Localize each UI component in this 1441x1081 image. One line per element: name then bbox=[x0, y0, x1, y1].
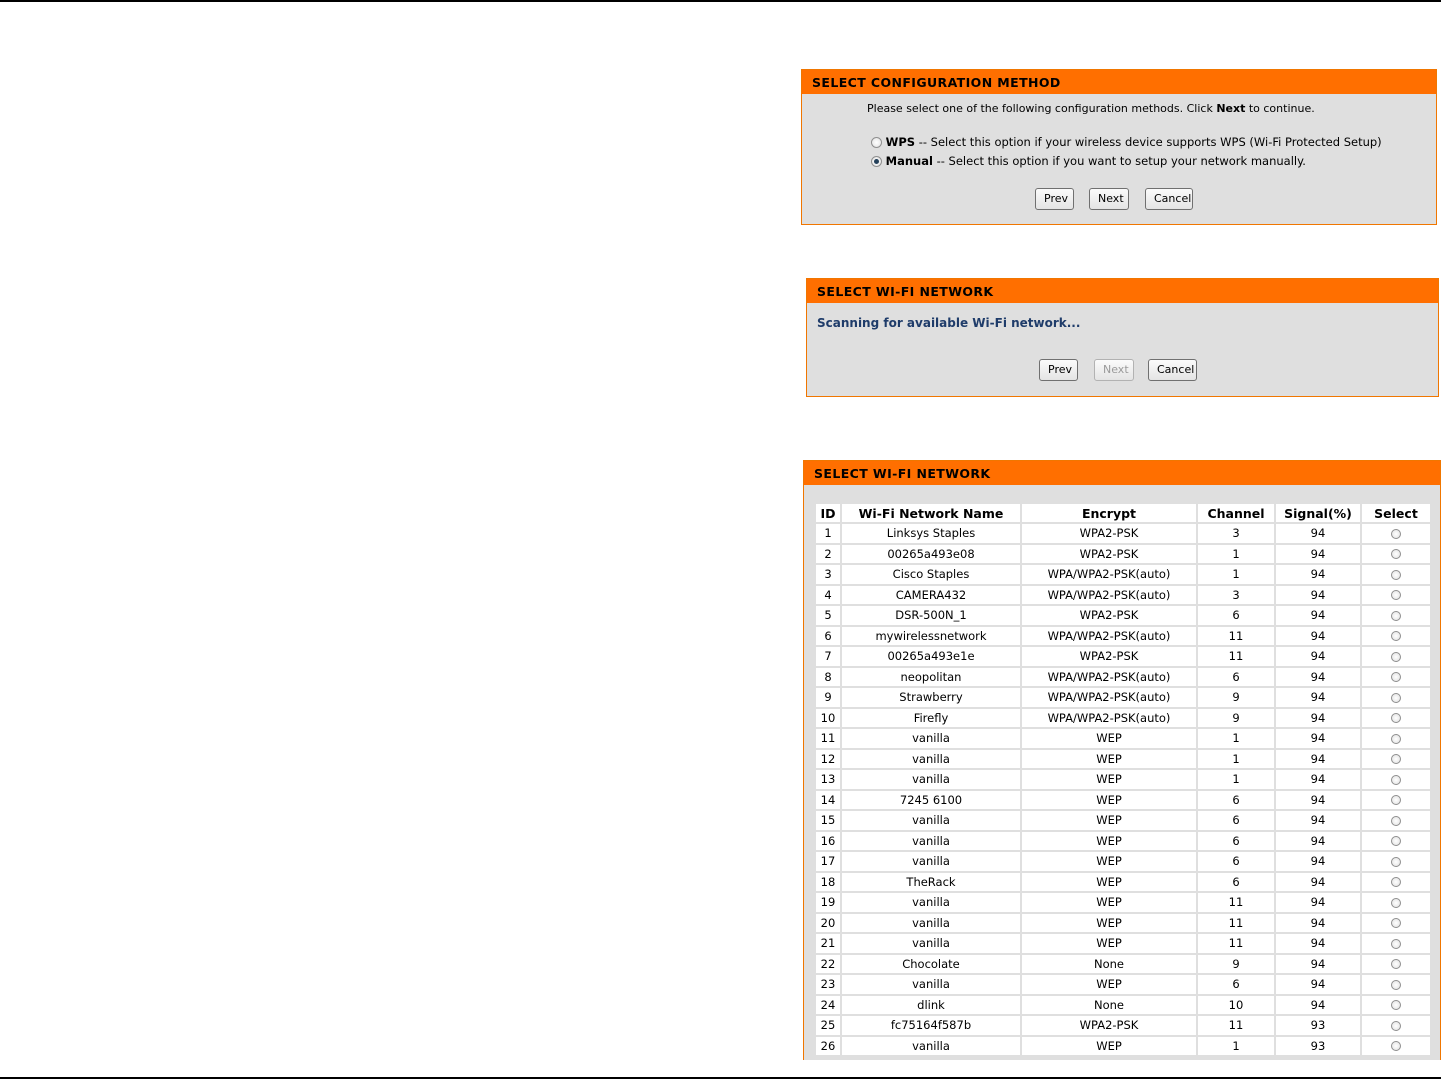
cell-network-name: TheRack bbox=[842, 873, 1020, 892]
cell-network-name: Linksys Staples bbox=[842, 524, 1020, 543]
config-method-panel bbox=[801, 69, 1437, 225]
cell-channel: 11 bbox=[1198, 1016, 1274, 1035]
select-network-radio[interactable] bbox=[1391, 857, 1401, 867]
cell-id: 23 bbox=[816, 975, 840, 994]
col-channel-header: Channel bbox=[1198, 504, 1274, 522]
cell-id: 6 bbox=[816, 627, 840, 646]
cell-id: 14 bbox=[816, 791, 840, 810]
select-network-radio[interactable] bbox=[1391, 836, 1401, 846]
cell-network-name: vanilla bbox=[842, 975, 1020, 994]
cell-channel: 6 bbox=[1198, 873, 1274, 892]
cell-network-name: CAMERA432 bbox=[842, 586, 1020, 605]
panel-title: SELECT WI-FI NETWORK bbox=[804, 461, 1440, 485]
cell-id: 18 bbox=[816, 873, 840, 892]
cell-id: 15 bbox=[816, 811, 840, 830]
table-row[interactable] bbox=[816, 524, 1430, 543]
cell-encrypt: None bbox=[1022, 996, 1196, 1015]
cell-id: 25 bbox=[816, 1016, 840, 1035]
cell-id: 8 bbox=[816, 668, 840, 687]
cell-select bbox=[1362, 975, 1430, 994]
select-network-radio[interactable] bbox=[1391, 980, 1401, 990]
cell-signal: 94 bbox=[1276, 975, 1360, 994]
cell-channel: 6 bbox=[1198, 668, 1274, 687]
table-row[interactable] bbox=[816, 750, 1430, 769]
cell-signal: 94 bbox=[1276, 688, 1360, 707]
cell-network-name: vanilla bbox=[842, 770, 1020, 789]
cell-encrypt: WEP bbox=[1022, 791, 1196, 810]
cell-select bbox=[1362, 545, 1430, 564]
cell-select bbox=[1362, 709, 1430, 728]
cell-channel: 1 bbox=[1198, 565, 1274, 584]
cell-channel: 9 bbox=[1198, 955, 1274, 974]
select-network-radio[interactable] bbox=[1391, 775, 1401, 785]
cell-encrypt: WPA2-PSK bbox=[1022, 545, 1196, 564]
cell-signal: 94 bbox=[1276, 545, 1360, 564]
cell-encrypt: WEP bbox=[1022, 750, 1196, 769]
prev-button[interactable]: Prev bbox=[1039, 359, 1078, 381]
table-row[interactable] bbox=[816, 934, 1430, 953]
cell-network-name: mywirelessnetwork bbox=[842, 627, 1020, 646]
cell-channel: 6 bbox=[1198, 852, 1274, 871]
cell-select bbox=[1362, 955, 1430, 974]
cell-encrypt: WEP bbox=[1022, 811, 1196, 830]
cell-id: 17 bbox=[816, 852, 840, 871]
cell-channel: 9 bbox=[1198, 688, 1274, 707]
cell-signal: 94 bbox=[1276, 668, 1360, 687]
cell-network-name: vanilla bbox=[842, 811, 1020, 830]
cell-encrypt: WPA/WPA2-PSK(auto) bbox=[1022, 668, 1196, 687]
cell-network-name: vanilla bbox=[842, 934, 1020, 953]
cell-channel: 6 bbox=[1198, 832, 1274, 851]
table-row[interactable] bbox=[816, 709, 1430, 728]
cell-signal: 94 bbox=[1276, 770, 1360, 789]
table-row[interactable] bbox=[816, 955, 1430, 974]
select-network-radio[interactable] bbox=[1391, 918, 1401, 928]
cell-id: 13 bbox=[816, 770, 840, 789]
cell-channel: 1 bbox=[1198, 770, 1274, 789]
cell-encrypt: WPA/WPA2-PSK(auto) bbox=[1022, 688, 1196, 707]
cell-id: 1 bbox=[816, 524, 840, 543]
cell-network-name: vanilla bbox=[842, 893, 1020, 912]
cell-encrypt: WEP bbox=[1022, 873, 1196, 892]
network-list-panel bbox=[803, 460, 1441, 1060]
cell-id: 24 bbox=[816, 996, 840, 1015]
cell-id: 19 bbox=[816, 893, 840, 912]
cell-signal: 94 bbox=[1276, 586, 1360, 605]
cell-select bbox=[1362, 750, 1430, 769]
cell-network-name: vanilla bbox=[842, 914, 1020, 933]
table-row[interactable] bbox=[816, 688, 1430, 707]
table-row[interactable] bbox=[816, 996, 1430, 1015]
cell-encrypt: WPA/WPA2-PSK(auto) bbox=[1022, 565, 1196, 584]
cell-signal: 94 bbox=[1276, 627, 1360, 646]
cell-encrypt: WPA2-PSK bbox=[1022, 606, 1196, 625]
table-row[interactable] bbox=[816, 545, 1430, 564]
wps-radio[interactable] bbox=[871, 137, 882, 148]
cell-select bbox=[1362, 914, 1430, 933]
cell-signal: 94 bbox=[1276, 791, 1360, 810]
prev-button[interactable]: Prev bbox=[1035, 188, 1074, 210]
cell-encrypt: WEP bbox=[1022, 852, 1196, 871]
cell-channel: 1 bbox=[1198, 545, 1274, 564]
cell-id: 26 bbox=[816, 1037, 840, 1056]
cell-signal: 94 bbox=[1276, 606, 1360, 625]
cell-id: 20 bbox=[816, 914, 840, 933]
select-network-radio[interactable] bbox=[1391, 754, 1401, 764]
select-network-radio[interactable] bbox=[1391, 611, 1401, 621]
cell-network-name: 00265a493e08 bbox=[842, 545, 1020, 564]
cell-channel: 6 bbox=[1198, 811, 1274, 830]
table-row[interactable] bbox=[816, 791, 1430, 810]
cell-encrypt: WEP bbox=[1022, 1037, 1196, 1056]
cell-signal: 94 bbox=[1276, 811, 1360, 830]
cell-signal: 94 bbox=[1276, 832, 1360, 851]
cell-channel: 11 bbox=[1198, 934, 1274, 953]
cell-encrypt: None bbox=[1022, 955, 1196, 974]
cell-channel: 6 bbox=[1198, 606, 1274, 625]
cell-signal: 94 bbox=[1276, 565, 1360, 584]
cell-signal: 94 bbox=[1276, 873, 1360, 892]
next-button[interactable]: Next bbox=[1089, 188, 1129, 210]
cell-network-name: neopolitan bbox=[842, 668, 1020, 687]
cell-id: 11 bbox=[816, 729, 840, 748]
cell-select bbox=[1362, 586, 1430, 605]
cancel-button[interactable]: Cancel bbox=[1145, 188, 1193, 210]
select-network-radio[interactable] bbox=[1391, 939, 1401, 949]
select-network-radio[interactable] bbox=[1391, 1000, 1401, 1010]
select-network-radio[interactable] bbox=[1391, 631, 1401, 641]
table-row[interactable] bbox=[816, 832, 1430, 851]
select-network-radio[interactable] bbox=[1391, 652, 1401, 662]
cell-select bbox=[1362, 1037, 1430, 1056]
cell-channel: 11 bbox=[1198, 893, 1274, 912]
cell-select bbox=[1362, 668, 1430, 687]
option-wps[interactable]: WPS -- Select this option if your wireless device supports WPS (Wi-Fi Protected Setup) bbox=[871, 135, 1382, 149]
table-row[interactable] bbox=[816, 975, 1430, 994]
cell-network-name: vanilla bbox=[842, 729, 1020, 748]
table-row[interactable] bbox=[816, 1037, 1430, 1056]
cell-select bbox=[1362, 770, 1430, 789]
cell-id: 2 bbox=[816, 545, 840, 564]
network-table bbox=[814, 502, 1432, 1057]
cell-select bbox=[1362, 996, 1430, 1015]
cell-encrypt: WPA2-PSK bbox=[1022, 647, 1196, 666]
cell-select bbox=[1362, 852, 1430, 871]
bottom-rule bbox=[0, 1077, 1441, 1079]
cell-channel: 10 bbox=[1198, 996, 1274, 1015]
select-network-radio[interactable] bbox=[1391, 549, 1401, 559]
select-network-radio[interactable] bbox=[1391, 693, 1401, 703]
table-row[interactable] bbox=[816, 852, 1430, 871]
cell-id: 10 bbox=[816, 709, 840, 728]
cell-network-name: 7245 6100 bbox=[842, 791, 1020, 810]
cell-select bbox=[1362, 893, 1430, 912]
cell-network-name: Cisco Staples bbox=[842, 565, 1020, 584]
cell-select bbox=[1362, 688, 1430, 707]
cell-signal: 93 bbox=[1276, 1037, 1360, 1056]
select-network-radio[interactable] bbox=[1391, 1041, 1401, 1051]
cell-encrypt: WEP bbox=[1022, 934, 1196, 953]
cell-signal: 94 bbox=[1276, 750, 1360, 769]
table-row[interactable] bbox=[816, 606, 1430, 625]
cell-select bbox=[1362, 627, 1430, 646]
cancel-button[interactable]: Cancel bbox=[1148, 359, 1197, 381]
cell-select bbox=[1362, 934, 1430, 953]
select-network-radio[interactable] bbox=[1391, 734, 1401, 744]
cell-encrypt: WPA/WPA2-PSK(auto) bbox=[1022, 627, 1196, 646]
cell-channel: 11 bbox=[1198, 914, 1274, 933]
cell-network-name: vanilla bbox=[842, 832, 1020, 851]
panel-title: SELECT CONFIGURATION METHOD bbox=[802, 70, 1436, 94]
scan-status: Scanning for available Wi-Fi network... bbox=[817, 316, 1081, 330]
cell-id: 9 bbox=[816, 688, 840, 707]
cell-signal: 94 bbox=[1276, 893, 1360, 912]
col-select-header: Select bbox=[1362, 504, 1430, 522]
cell-encrypt: WEP bbox=[1022, 893, 1196, 912]
cell-encrypt: WEP bbox=[1022, 729, 1196, 748]
cell-select bbox=[1362, 811, 1430, 830]
cell-signal: 94 bbox=[1276, 709, 1360, 728]
cell-channel: 11 bbox=[1198, 627, 1274, 646]
network-table-body bbox=[816, 524, 1430, 1055]
cell-id: 12 bbox=[816, 750, 840, 769]
cell-channel: 1 bbox=[1198, 750, 1274, 769]
cell-channel: 9 bbox=[1198, 709, 1274, 728]
table-header-row bbox=[816, 504, 1430, 522]
cell-id: 7 bbox=[816, 647, 840, 666]
cell-encrypt: WPA2-PSK bbox=[1022, 1016, 1196, 1035]
table-row[interactable] bbox=[816, 627, 1430, 646]
cell-signal: 93 bbox=[1276, 1016, 1360, 1035]
cell-id: 22 bbox=[816, 955, 840, 974]
col-signal-header: Signal(%) bbox=[1276, 504, 1360, 522]
cell-select bbox=[1362, 524, 1430, 543]
table-row[interactable] bbox=[816, 668, 1430, 687]
cell-network-name: vanilla bbox=[842, 852, 1020, 871]
table-row[interactable] bbox=[816, 811, 1430, 830]
select-network-radio[interactable] bbox=[1391, 816, 1401, 826]
panel-title: SELECT WI-FI NETWORK bbox=[807, 279, 1438, 303]
cell-channel: 11 bbox=[1198, 647, 1274, 666]
select-network-radio[interactable] bbox=[1391, 795, 1401, 805]
select-network-radio[interactable] bbox=[1391, 672, 1401, 682]
cell-channel: 6 bbox=[1198, 791, 1274, 810]
top-rule bbox=[0, 0, 1441, 2]
select-network-radio[interactable] bbox=[1391, 959, 1401, 969]
table-row[interactable] bbox=[816, 770, 1430, 789]
cell-signal: 94 bbox=[1276, 647, 1360, 666]
scan-panel bbox=[806, 278, 1439, 397]
cell-select bbox=[1362, 606, 1430, 625]
cell-signal: 94 bbox=[1276, 729, 1360, 748]
cell-select bbox=[1362, 1016, 1430, 1035]
table-row[interactable] bbox=[816, 873, 1430, 892]
select-network-radio[interactable] bbox=[1391, 877, 1401, 887]
cell-select bbox=[1362, 647, 1430, 666]
table-row[interactable] bbox=[816, 565, 1430, 584]
cell-signal: 94 bbox=[1276, 955, 1360, 974]
cell-network-name: Chocolate bbox=[842, 955, 1020, 974]
select-network-radio[interactable] bbox=[1391, 898, 1401, 908]
option-manual[interactable]: Manual -- Select this option if you want to setup your network manually. bbox=[871, 154, 1306, 168]
cell-channel: 3 bbox=[1198, 586, 1274, 605]
cell-id: 21 bbox=[816, 934, 840, 953]
cell-encrypt: WPA/WPA2-PSK(auto) bbox=[1022, 586, 1196, 605]
table-row[interactable] bbox=[816, 893, 1430, 912]
cell-channel: 3 bbox=[1198, 524, 1274, 543]
cell-id: 16 bbox=[816, 832, 840, 851]
cell-encrypt: WEP bbox=[1022, 770, 1196, 789]
col-id-header: ID bbox=[816, 504, 840, 522]
intro-text: Please select one of the following configuration methods. Click Next to continue. bbox=[867, 102, 1315, 115]
cell-network-name: fc75164f587b bbox=[842, 1016, 1020, 1035]
cell-encrypt: WEP bbox=[1022, 832, 1196, 851]
cell-encrypt: WEP bbox=[1022, 975, 1196, 994]
network-table-container bbox=[814, 502, 1432, 1057]
col-name-header: Wi-Fi Network Name bbox=[842, 504, 1020, 522]
table-row[interactable] bbox=[816, 586, 1430, 605]
cell-signal: 94 bbox=[1276, 524, 1360, 543]
select-network-radio[interactable] bbox=[1391, 1021, 1401, 1031]
cell-channel: 6 bbox=[1198, 975, 1274, 994]
cell-network-name: 00265a493e1e bbox=[842, 647, 1020, 666]
cell-network-name: dlink bbox=[842, 996, 1020, 1015]
next-button: Next bbox=[1094, 359, 1134, 381]
cell-signal: 94 bbox=[1276, 996, 1360, 1015]
cell-encrypt: WPA/WPA2-PSK(auto) bbox=[1022, 709, 1196, 728]
cell-network-name: vanilla bbox=[842, 1037, 1020, 1056]
cell-encrypt: WEP bbox=[1022, 914, 1196, 933]
cell-network-name: Strawberry bbox=[842, 688, 1020, 707]
cell-encrypt: WPA2-PSK bbox=[1022, 524, 1196, 543]
cell-network-name: vanilla bbox=[842, 750, 1020, 769]
table-row[interactable] bbox=[816, 729, 1430, 748]
table-row[interactable] bbox=[816, 647, 1430, 666]
select-network-radio[interactable] bbox=[1391, 713, 1401, 723]
col-encrypt-header: Encrypt bbox=[1022, 504, 1196, 522]
cell-channel: 1 bbox=[1198, 1037, 1274, 1056]
cell-network-name: DSR-500N_1 bbox=[842, 606, 1020, 625]
cell-id: 5 bbox=[816, 606, 840, 625]
cell-signal: 94 bbox=[1276, 934, 1360, 953]
table-row[interactable] bbox=[816, 914, 1430, 933]
table-row[interactable] bbox=[816, 1016, 1430, 1035]
select-network-radio[interactable] bbox=[1391, 570, 1401, 580]
cell-id: 4 bbox=[816, 586, 840, 605]
cell-select bbox=[1362, 729, 1430, 748]
cell-select bbox=[1362, 832, 1430, 851]
cell-select bbox=[1362, 565, 1430, 584]
cell-id: 3 bbox=[816, 565, 840, 584]
manual-radio[interactable] bbox=[871, 156, 882, 167]
cell-select bbox=[1362, 791, 1430, 810]
cell-select bbox=[1362, 873, 1430, 892]
cell-signal: 94 bbox=[1276, 914, 1360, 933]
select-network-radio[interactable] bbox=[1391, 529, 1401, 539]
cell-channel: 1 bbox=[1198, 729, 1274, 748]
cell-signal: 94 bbox=[1276, 852, 1360, 871]
cell-network-name: Firefly bbox=[842, 709, 1020, 728]
select-network-radio[interactable] bbox=[1391, 590, 1401, 600]
